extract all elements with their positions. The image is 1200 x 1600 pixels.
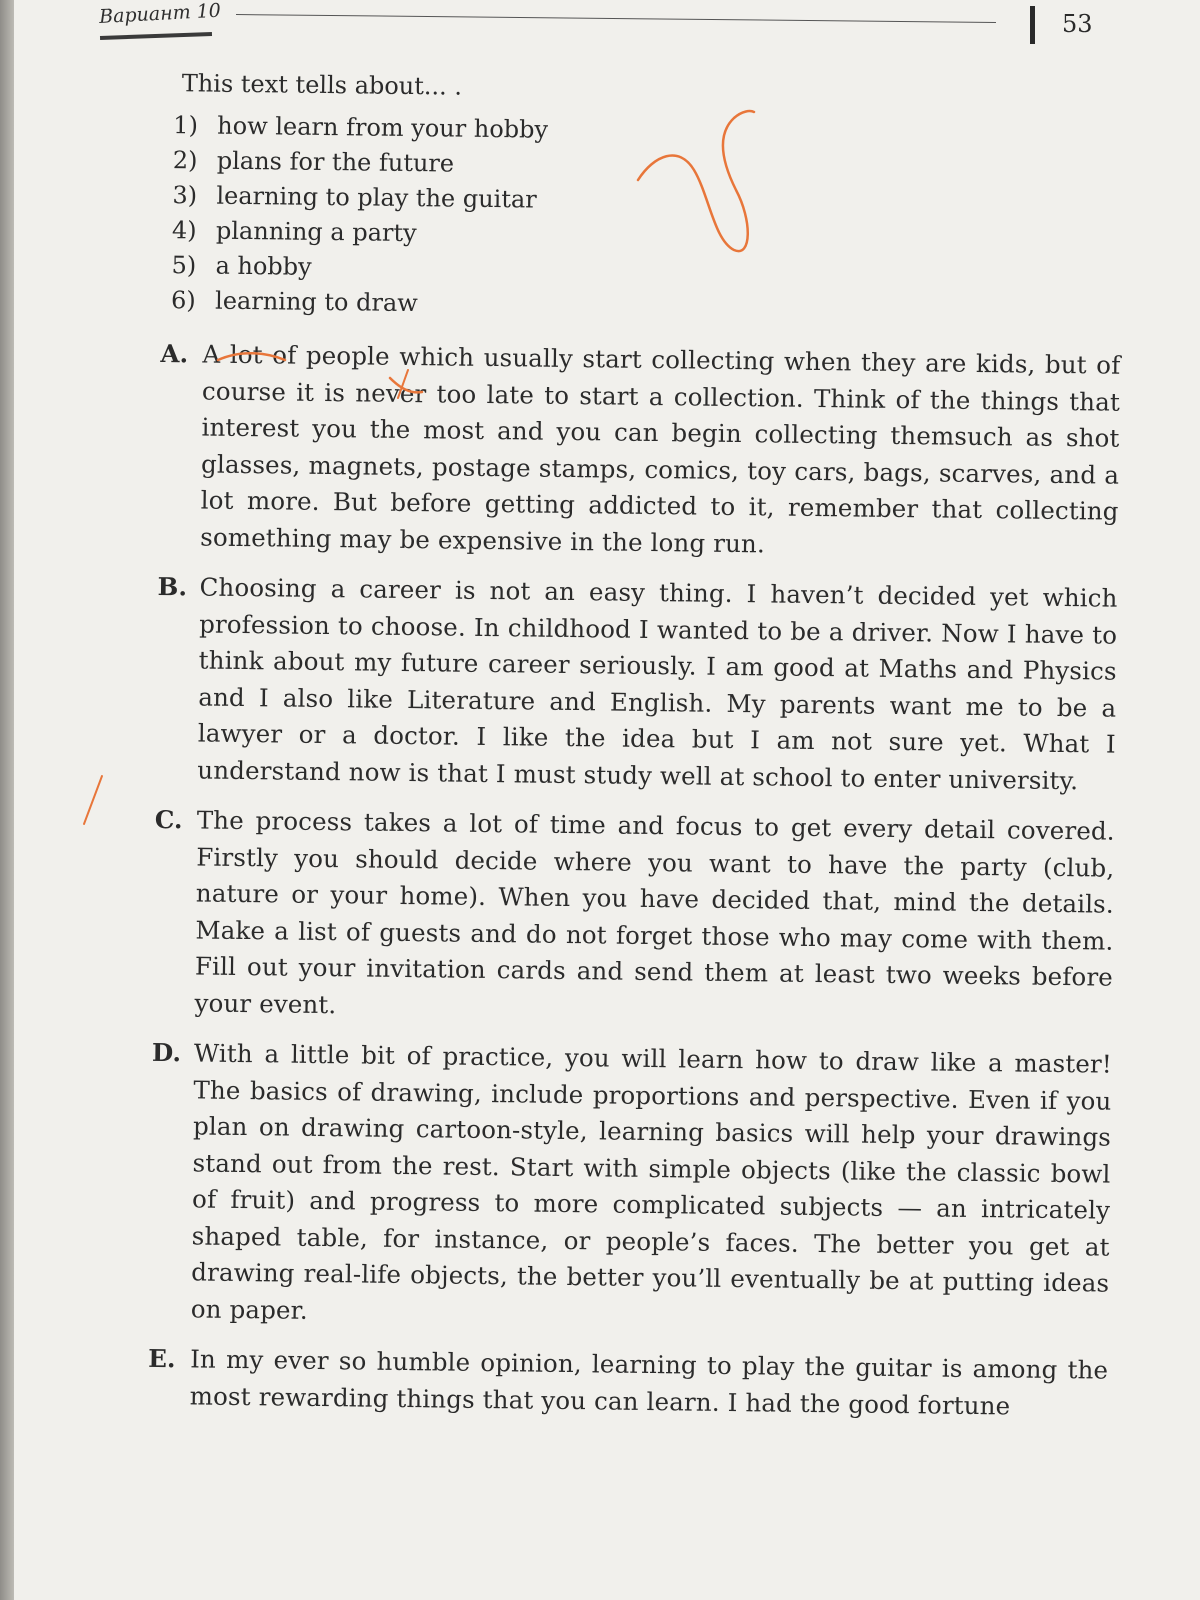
option-text: how learn from your hobby <box>217 111 549 144</box>
option-text: a hobby <box>215 251 312 281</box>
option-number: 3) <box>172 181 198 210</box>
header-bar <box>1030 6 1035 44</box>
passage-text: The process takes a lot of time and focus to get every detail covered. Firstly you should decide where you want to have the party (club, nature or your home). When you have decided that, mind the details. Make a list of guests and do not forget those who may come with them. Fill out your invitation cards and send them at least two weeks before your event. <box>194 805 1115 1019</box>
option-number: 5) <box>171 251 197 280</box>
option-text: plans for the future <box>216 146 455 178</box>
page-content <box>148 66 1124 1426</box>
option-text: planning a party <box>215 216 417 248</box>
option-number: 6) <box>170 286 196 315</box>
passage-d <box>149 1035 1112 1339</box>
option-text: learning to play the guitar <box>216 181 537 214</box>
handwritten-mark-margin <box>74 770 114 830</box>
variant-label: Вариант 10 <box>98 0 222 29</box>
option-number: 2) <box>172 146 198 175</box>
passage-a <box>158 336 1121 567</box>
passage-letter: A. <box>160 338 189 369</box>
option-number: 4) <box>171 216 197 245</box>
passage-e <box>148 1341 1109 1426</box>
answer-options <box>161 108 1123 330</box>
question-stem: This text tells about... . <box>181 69 463 101</box>
header-rule <box>236 14 996 23</box>
book-spine-edge <box>0 0 14 1600</box>
passage-letter: D. <box>151 1037 182 1068</box>
passage-text: Choosing a career is not an easy thing. I haven’t decided yet which profession to choose. In childhood I wanted to be a driver. Now I have to think about my future career seriously. I am good at Maths and Physics and I also like Literature and English. My parents want me to be a lawyer or a doctor. I like the idea but I am not sure yet. What I understand now is that I must study well at school to enter university. <box>197 572 1118 795</box>
passage-letter: C. <box>154 804 183 835</box>
book-page <box>14 0 1200 1600</box>
option-number: 1) <box>173 111 199 140</box>
passage-letter: E. <box>148 1343 176 1374</box>
variant-underline <box>100 32 212 40</box>
running-head <box>86 0 1186 50</box>
passage-letter: B. <box>157 571 188 602</box>
passage-text: In my ever so humble opinion, learning to play the guitar is among the most rewarding things that you can learn. I had the good fortune <box>189 1344 1109 1420</box>
passage-c <box>152 802 1115 1033</box>
passage-text: With a little bit of practice, you will learn how to draw like a master! The basics of drawing, include proportions and perspective. Even if you plan on drawing cartoon-style, learning basics will help your drawings stand out from the rest. Start with simple objects (like the classic bowl of fruit) and progress to more complicated subjects — an intricately shaped table, for instance, or people’s faces. The better you get at drawing real-life objects, the better you’ll eventually be at putting ideas on paper. <box>190 1038 1113 1325</box>
page-number: 53 <box>1062 10 1093 38</box>
passage-text: A lot of people which usually start collecting when they are kids, but of course it is never too late to start a collection. Think of the things that interest you the most and you can begin collecting themsuch as shot glasses, magnets, postage stamps, comics, toy cars, bags, scarves, and a lot more. But before getting addicted to it, remember that collecting something may be expensive in the long run. <box>200 339 1121 558</box>
option-text: learning to draw <box>214 286 418 318</box>
passage-b <box>155 569 1118 800</box>
